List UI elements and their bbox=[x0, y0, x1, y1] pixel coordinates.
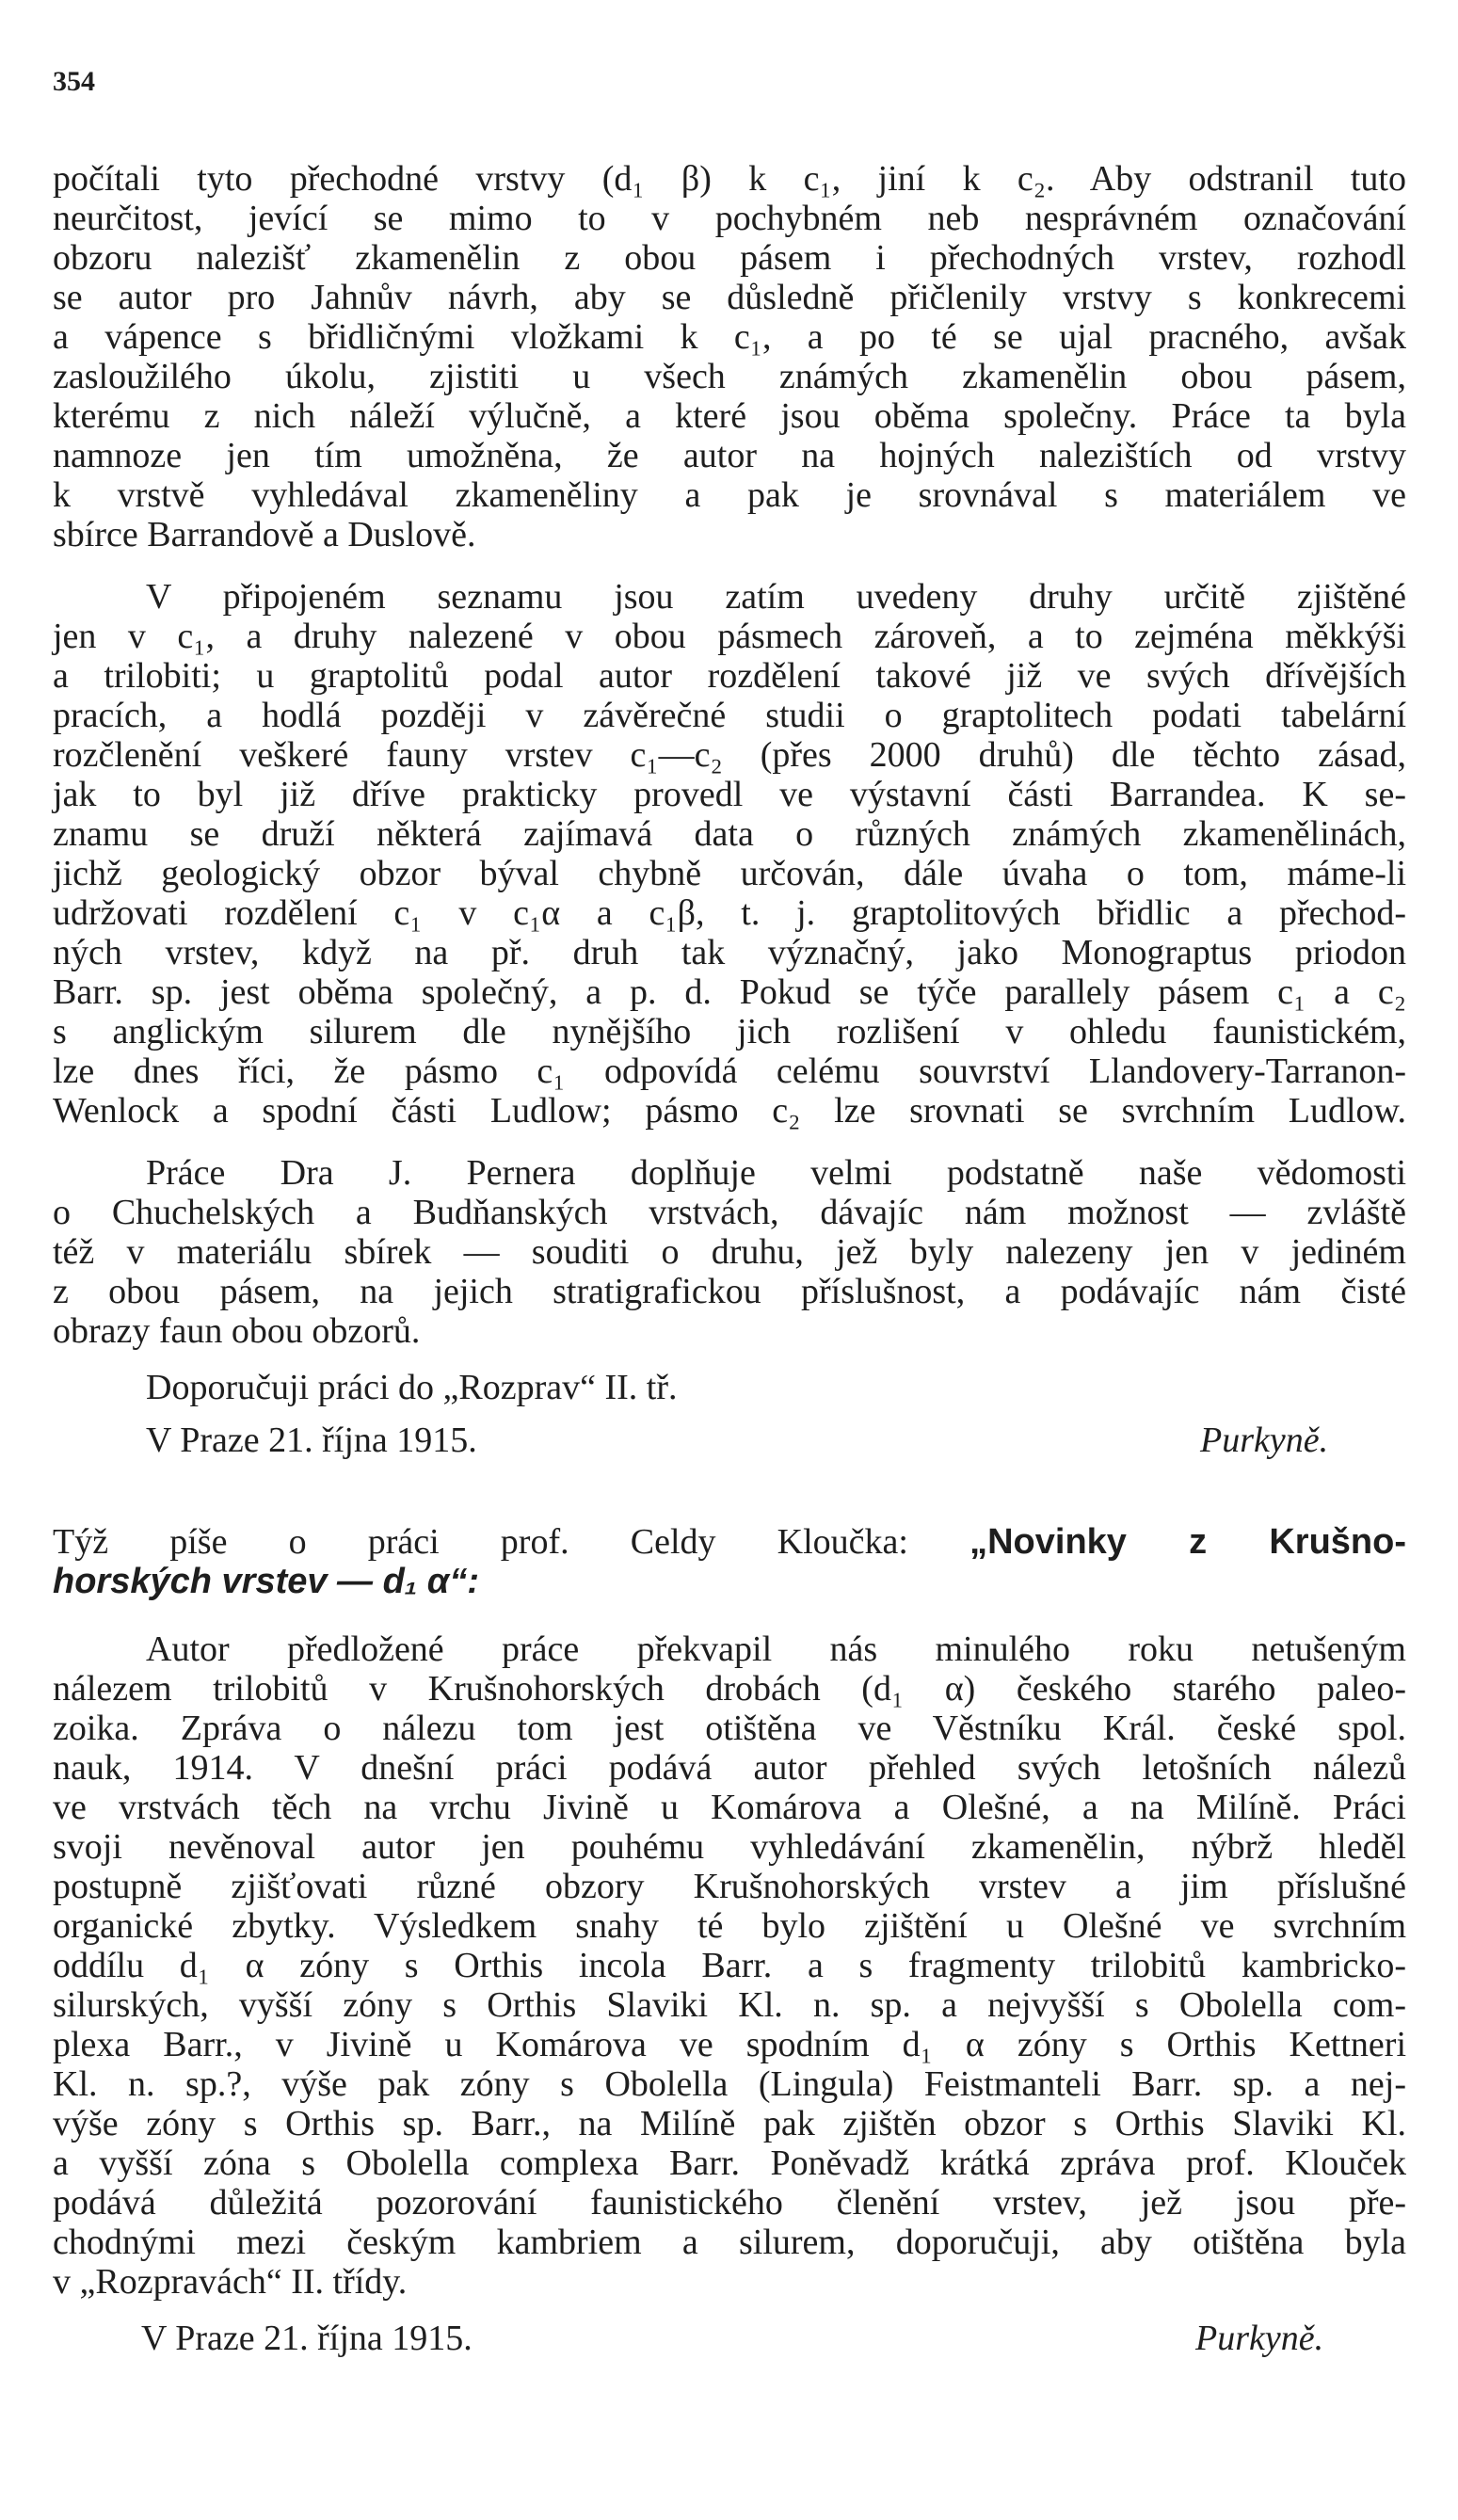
text-line: Autor předložené práce překvapil nás minulého roku netušeným bbox=[146, 1629, 1406, 1669]
place-date: V Praze 21. října 1915. bbox=[141, 2319, 473, 2358]
text-line: V připojeném seznamu jsou zatím uvedeny druhy určitě zjištěné bbox=[146, 577, 1406, 617]
text-line: jichž geologický obzor býval chybně určován, dále úvaha o tom, máme-li bbox=[53, 854, 1406, 893]
text-line: silurských, vyšší zóny s Orthis Slaviki Kl. n. sp. a nejvyšší s Obolella com- bbox=[53, 1985, 1406, 2025]
heading-title: „Novinky z Krušno- bbox=[969, 1522, 1406, 1562]
text-line: s anglickým silurem dle nynějšího jich rozlišení v ohledu faunistickém, bbox=[53, 1012, 1406, 1051]
text-line: Wenlock a spodní části Ludlow; pásmo c₂ lze srovnati se svrchním Ludlow. bbox=[53, 1091, 1406, 1131]
text-line: Práce Dra J. Pernera doplňuje velmi podstatně naše vědomosti bbox=[146, 1153, 1406, 1193]
text-line: Barr. sp. jest oběma společný, a p. d. Pokud se týče parallely pásem c₁ a c₂ bbox=[53, 972, 1406, 1012]
text-line: namnoze jen tím umožněna, že autor na hojných nalezištích od vrstvy bbox=[53, 436, 1406, 475]
text-line: obzoru nalezišť zkamenělin z obou pásem i přechodných vrstev, rozhodl bbox=[53, 238, 1406, 278]
text-line: a vápence s břidličnými vložkami k c₁, a po té se ujal pracného, avšak bbox=[53, 317, 1406, 357]
text-line: k vrstvě vyhledával zkameněliny a pak je srovnával s materiálem ve bbox=[53, 475, 1406, 515]
section-heading-cont: horských vrstev — d₁ α“: bbox=[53, 1562, 479, 1601]
text-line: ve vrstvách těch na vrchu Jivině u Komárova a Olešné, a na Milíně. Práci bbox=[53, 1788, 1406, 1827]
text-line: nálezem trilobitů v Krušnohorských drobách (d₁ α) českého starého paleo- bbox=[53, 1669, 1406, 1709]
text-line: Kl. n. sp.?, výše pak zóny s Obolella (Lingula) Feistmanteli Barr. sp. a nej- bbox=[53, 2064, 1406, 2104]
text-line: oddílu d₁ α zóny s Orthis incola Barr. a s fragmenty trilobitů kambricko- bbox=[53, 1946, 1406, 1985]
text-line: z obou pásem, na jejich stratigrafickou příslušnost, a podávajíc nám čisté bbox=[53, 1272, 1406, 1311]
heading-prefix: Týž píše o práci prof. Celdy Kloučka: bbox=[53, 1522, 970, 1562]
text-line: zoika. Zpráva o nálezu tom jest otištěna ve Věstníku Král. české spol. bbox=[53, 1709, 1406, 1748]
place-date: V Praze 21. října 1915. bbox=[146, 1421, 477, 1460]
text-line: a trilobiti; u graptolitů podal autor rozdělení takové již ve svých dřívějších bbox=[53, 656, 1406, 696]
page-number: 354 bbox=[53, 66, 95, 97]
text-line: sbírce Barrandově a Duslově. bbox=[53, 515, 476, 554]
text-line: plexa Barr., v Jivině u Komárova ve spodním d₁ α zóny s Orthis Kettneri bbox=[53, 2025, 1406, 2064]
text-line: o Chuchelských a Budňanských vrstvách, dávajíc nám možnost — zvláště bbox=[53, 1193, 1406, 1232]
text-line: udržovati rozdělení c₁ v c₁α a c₁β, t. j. graptolitových břidlic a přechod- bbox=[53, 893, 1406, 933]
text-line: svoji nevěnoval autor jen pouhému vyhledávání zkamenělin, nýbrž hleděl bbox=[53, 1827, 1406, 1867]
text-line: pracích, a hodlá později v závěrečné studii o graptolitech podati tabelární bbox=[53, 696, 1406, 735]
text-line: jak to byl již dříve prakticky provedl ve výstavní části Barrandea. K se- bbox=[53, 775, 1406, 814]
text-line: chodnými mezi českým kambriem a silurem, doporučuji, aby otištěna byla bbox=[53, 2223, 1406, 2262]
text-line: počítali tyto přechodné vrstvy (d₁ β) k c₁, jiní k c₂. Aby odstranil tuto bbox=[53, 159, 1406, 199]
text-line: znamu se druží některá zajímavá data o různých známých zkamenělinách, bbox=[53, 814, 1406, 854]
text-line: jen v c₁, a druhy nalezené v obou pásmech zároveň, a to zejména měkkýši bbox=[53, 617, 1406, 656]
text-line: organické zbytky. Výsledkem snahy té bylo zjištění u Olešné ve svrchním bbox=[53, 1906, 1406, 1946]
text-line: a vyšší zóna s Obolella complexa Barr. Poněvadž krátká zpráva prof. Klouček bbox=[53, 2143, 1406, 2183]
text-line: ných vrstev, když na př. druh tak význačný, jako Monograptus priodon bbox=[53, 933, 1406, 972]
text-line: obrazy faun obou obzorů. bbox=[53, 1311, 421, 1351]
signature: Purkyně. bbox=[1200, 1421, 1329, 1460]
text-line: výše zóny s Orthis sp. Barr., na Milíně pak zjištěn obzor s Orthis Slaviki Kl. bbox=[53, 2104, 1406, 2143]
signature: Purkyně. bbox=[1195, 2319, 1324, 2358]
text-line: kterému z nich náleží výlučně, a které jsou oběma společny. Práce ta byla bbox=[53, 396, 1406, 436]
text-line: rozčlenění veškeré fauny vrstev c₁—c₂ (přes 2000 druhů) dle těchto zásad, bbox=[53, 735, 1406, 775]
text-line: podává důležitá pozorování faunistického členění vrstev, jež jsou pře- bbox=[53, 2183, 1406, 2223]
text-line: postupně zjišťovati různé obzory Krušnohorských vrstev a jim příslušné bbox=[53, 1867, 1406, 1906]
text-line: zasloužilého úkolu, zjistiti u všech známých zkamenělin obou pásem, bbox=[53, 357, 1406, 396]
text-line: lze dnes říci, že pásmo c₁ odpovídá celému souvrství Llandovery-Tarranon- bbox=[53, 1051, 1406, 1091]
text-line: se autor pro Jahnův návrh, aby se důsledně přičlenily vrstvy s konkrecemi bbox=[53, 278, 1406, 317]
section-heading bbox=[53, 1523, 1406, 1561]
text-line: Doporučuji práci do „Rozprav“ II. tř. bbox=[146, 1368, 678, 1407]
text-line: v „Rozpravách“ II. třídy. bbox=[53, 2262, 408, 2302]
text-line: též v materiálu sbírek — souditi o druhu, jež byly nalezeny jen v jediném bbox=[53, 1232, 1406, 1272]
text-line: nauk, 1914. V dnešní práci podává autor přehled svých letošních nálezů bbox=[53, 1748, 1406, 1788]
text-line: neurčitost, jevící se mimo to v pochybném neb nesprávném označování bbox=[53, 199, 1406, 238]
